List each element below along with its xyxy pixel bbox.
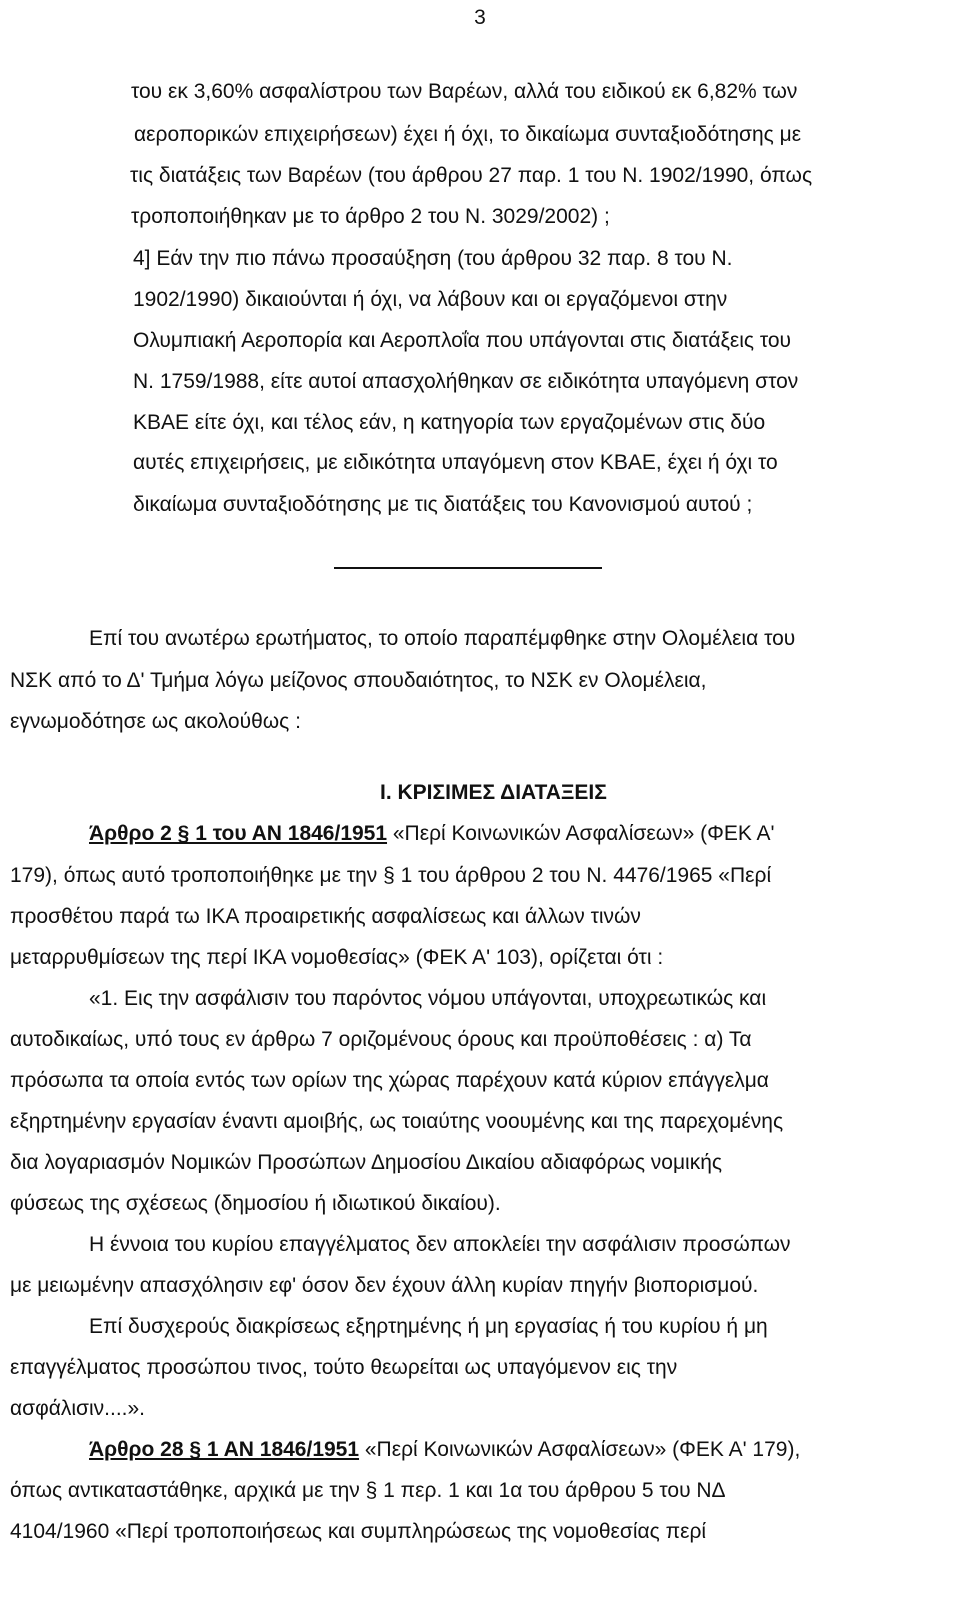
line-text: «1. Εις την ασφάλισιν του παρόντος νόμου υπάγονται, υποχρεωτικώς και bbox=[89, 987, 767, 1010]
line-text: Επί δυσχερούς διακρίσεως εξηρτημένης ή μη εργασίας ή του κυρίου ή μη bbox=[89, 1315, 768, 1338]
line-text: 1902/1990) δικαιούνται ή όχι, να λάβουν και οι εργαζόμενοι στην bbox=[133, 288, 728, 311]
line-text: Επί του ανωτέρω ερωτήματος, το οποίο παραπέμφθηκε στην Ολομέλεια του bbox=[89, 627, 796, 650]
line-text: τις διατάξεις των Βαρέων (του άρθρου 27 παρ. 1 του Ν. 1902/1990, όπως bbox=[130, 164, 813, 187]
article-ref-line bbox=[89, 822, 775, 846]
article-title: «Περί Κοινωνικών Ασφαλίσεων» (ΦΕΚ Α' bbox=[387, 822, 775, 845]
line-text: όπως αντικαταστάθηκε, αρχικά με την § 1 περ. 1 και 1α του άρθρου 5 του ΝΔ bbox=[10, 1479, 726, 1502]
line-text: 179), όπως αυτό τροποποιήθηκε με την § 1 του άρθρου 2 του Ν. 4476/1965 «Περί bbox=[10, 864, 772, 887]
line-text: αυτές επιχειρήσεις, με ειδικότητα υπαγόμενη στον ΚΒΑΕ, έχει ή όχι το bbox=[133, 451, 778, 474]
page-number: 3 bbox=[474, 6, 486, 29]
line-text: 4] Εάν την πιο πάνω προσαύξηση (του άρθρου 32 παρ. 8 του Ν. bbox=[133, 247, 733, 270]
line-text: φύσεως της σχέσεως (δημοσίου ή ιδιωτικού δικαίου). bbox=[10, 1192, 501, 1215]
section-divider bbox=[334, 567, 602, 569]
article-reference: Άρθρο 28 § 1 ΑΝ 1846/1951 bbox=[89, 1438, 360, 1461]
line-text: του εκ 3,60% ασφαλίστρου των Βαρέων, αλλά του ειδικού εκ 6,82% των bbox=[131, 80, 798, 103]
line-text: αυτοδικαίως, υπό τους εν άρθρω 7 οριζομένους όρους και προϋποθέσεις : α) Τα bbox=[10, 1028, 752, 1051]
line-text: ασφάλισιν....». bbox=[10, 1397, 146, 1420]
line-text: δικαίωμα συνταξιοδότησης με τις διατάξεις του Κανονισμού αυτού ; bbox=[133, 493, 753, 516]
line-text: Ολυμπιακή Αεροπορία και Αεροπλοΐα που υπάγονται στις διατάξεις του bbox=[133, 329, 792, 352]
line-text: Ν. 1759/1988, είτε αυτοί απασχολήθηκαν σε ειδικότητα υπαγόμενη στον bbox=[133, 370, 799, 393]
line-text: προσθέτου παρά τω ΙΚΑ προαιρετικής ασφαλίσεως και άλλων τινών bbox=[10, 905, 641, 928]
line-text: εγνωμοδότησε ως ακολούθως : bbox=[10, 710, 301, 733]
line-text: πρόσωπα τα οποία εντός των ορίων της χώρας παρέχουν κατά κύριον επάγγελμα bbox=[10, 1069, 769, 1092]
line-text: με μειωμένην απασχόλησιν εφ' όσον δεν έχουν άλλη κυρίαν πηγήν βιοπορισμού. bbox=[10, 1274, 759, 1297]
heading-text: Ι. ΚΡΙΣΙΜΕΣ ΔΙΑΤΑΞΕΙΣ bbox=[380, 781, 607, 804]
line-text: μεταρρυθμίσεων της περί ΙΚΑ νομοθεσίας» (ΦΕΚ Α' 103), ορίζεται ότι : bbox=[10, 946, 664, 969]
line-text: 4104/1960 «Περί τροποποιήσεως και συμπληρώσεως της νομοθεσίας περί bbox=[10, 1520, 707, 1543]
article-ref-line bbox=[89, 1438, 800, 1462]
text-line bbox=[0, 80, 960, 104]
line-text: επαγγέλματος προσώπου τινος, τούτο θεωρείται ως υπαγόμενον εις την bbox=[10, 1356, 678, 1379]
line-text: εξηρτημένην εργασίαν έναντι αμοιβής, ως τοιαύτης νοουμένης και της παρεχομένης bbox=[10, 1110, 784, 1133]
article-title: «Περί Κοινωνικών Ασφαλίσεων» (ΦΕΚ Α' 179), bbox=[359, 1438, 801, 1461]
line-text: αεροπορικών επιχειρήσεων) έχει ή όχι, το δικαίωμα συνταξιοδότησης με bbox=[134, 123, 802, 146]
line-text: δια λογαριασμόν Νομικών Προσώπων Δημοσίου Δικαίου αδιαφόρως νομικής bbox=[10, 1151, 723, 1174]
article-reference: Άρθρο 2 § 1 του ΑΝ 1846/1951 bbox=[89, 822, 388, 845]
line-text: ΝΣΚ από το Δ' Τμήμα λόγω μείζονος σπουδαιότητος, το ΝΣΚ εν Ολομέλεια, bbox=[10, 669, 707, 692]
line-text: Η έννοια του κυρίου επαγγέλματος δεν αποκλείει την ασφάλισιν προσώπων bbox=[89, 1233, 791, 1256]
line-text: τροποποιήθηκαν με το άρθρο 2 του Ν. 3029/2002) ; bbox=[131, 205, 610, 228]
line-text: ΚΒΑΕ είτε όχι, και τέλος εάν, η κατηγορία των εργαζομένων στις δύο bbox=[133, 411, 766, 434]
